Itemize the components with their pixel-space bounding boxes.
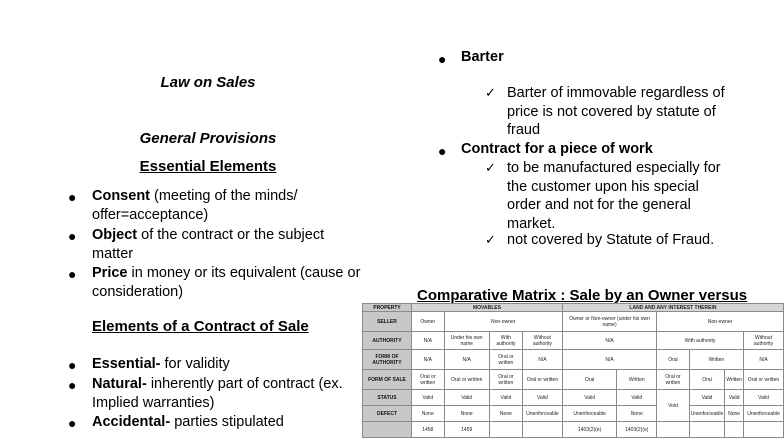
table-cell: N/A: [412, 332, 445, 350]
table-cell: Valid: [743, 390, 783, 406]
list-item: Accidental- parties stipulated: [92, 414, 284, 430]
table-cell: FORM OF SALE: [363, 370, 412, 390]
table-cell: MOVABLES: [412, 304, 563, 312]
doc-subtitle: General Provisions: [139, 130, 277, 147]
table-cell: DEFECT: [363, 406, 412, 422]
table-cell: Valid: [562, 390, 617, 406]
table-cell: Unenforceable: [562, 406, 617, 422]
bullet-icon: ●: [68, 357, 77, 373]
contract-elements-heading: Elements of a Contract of Sale: [92, 318, 309, 335]
bullet-icon: ●: [68, 266, 77, 282]
table-cell: FORM OF AUTHORITY: [363, 350, 412, 370]
table-cell: Written: [689, 350, 743, 370]
table-cell: N/A: [444, 350, 489, 370]
list-item: Object of the contract or the subject matter: [92, 227, 325, 262]
matrix-title: Comparative Matrix : Sale by an Owner versus: [417, 287, 748, 304]
table-cell: Valid: [617, 390, 657, 406]
table-cell: STATUS: [363, 390, 412, 406]
table-cell: Oral: [657, 350, 690, 370]
table-cell: Oral or written: [489, 370, 522, 390]
table-cell: None: [412, 406, 445, 422]
table-cell: 1459: [444, 422, 489, 438]
table-cell: With authority: [657, 332, 744, 350]
table-cell: Oral or written: [743, 370, 783, 390]
contract-work-label: Contract for a piece of work: [461, 141, 653, 157]
table-cell: [689, 422, 725, 438]
table-cell: Written: [725, 370, 744, 390]
barter-description: Barter of immovable regardless of price is not covered by statute of fraud: [507, 85, 725, 138]
table-cell: Oral or written: [489, 350, 522, 370]
essential-elements-heading: Essential Elements: [139, 158, 277, 175]
table-cell: Without authority: [522, 332, 562, 350]
table-cell: N/A: [743, 350, 783, 370]
bullet-icon: ●: [438, 143, 447, 159]
table-cell: Void: [657, 390, 690, 422]
table-cell: 1403(2)(e): [562, 422, 617, 438]
barter-label: Barter: [461, 49, 504, 65]
table-cell: Oral or written: [657, 370, 690, 390]
bullet-icon: ●: [438, 51, 447, 67]
table-cell: [743, 422, 783, 438]
table-cell: None: [489, 406, 522, 422]
comparative-matrix: [362, 303, 784, 441]
bullet-icon: ●: [68, 377, 77, 393]
table-cell: With authority: [489, 332, 522, 350]
table-cell: Valid: [689, 390, 725, 406]
bullet-icon: ●: [68, 228, 77, 244]
table-cell: Oral or written: [444, 370, 489, 390]
checkmark-icon: ✓: [485, 85, 496, 100]
table-cell: Oral: [689, 370, 725, 390]
table-cell: 1403(2)(e): [617, 422, 657, 438]
table-cell: Written: [617, 370, 657, 390]
table-cell: N/A: [412, 350, 445, 370]
table-cell: [489, 422, 522, 438]
table-cell: 1458: [412, 422, 445, 438]
table-cell: Valid: [489, 390, 522, 406]
table-cell: [657, 422, 690, 438]
table-cell: Unenforceable: [522, 406, 562, 422]
bullet-icon: ●: [68, 415, 77, 431]
table-cell: Without authority: [743, 332, 783, 350]
table-cell: Oral or written: [412, 370, 445, 390]
list-item: Consent (meeting of the minds/ offer=acceptance): [92, 188, 298, 223]
table-cell: Non-owner: [444, 312, 562, 332]
table-cell: Owner or Non-owner (under his own name): [562, 312, 656, 332]
table-cell: Oral or written: [522, 370, 562, 390]
doc-title: Law on Sales: [160, 74, 256, 91]
list-item: Essential- for validity: [92, 356, 230, 372]
table-cell: LAND AND ANY INTEREST THEREIN: [562, 304, 783, 312]
statute-note: not covered by Statute of Fraud.: [507, 232, 715, 248]
table-cell: None: [617, 406, 657, 422]
table-cell: Valid: [412, 390, 445, 406]
table-cell: Under his own name: [444, 332, 489, 350]
table-cell: N/A: [562, 332, 656, 350]
table-cell: SELLER: [363, 312, 412, 332]
table-cell: AUTHORITY: [363, 332, 412, 350]
table-cell: PROPERTY: [363, 304, 412, 312]
table-cell: N/A: [562, 350, 656, 370]
list-item: Price in money or its equivalent (cause or consideration): [92, 265, 361, 300]
table-cell: Non-owner: [657, 312, 784, 332]
contract-work-description: to be manufactured especially for the customer upon his special order and not for the general market.: [507, 160, 721, 232]
table-cell: Oral: [562, 370, 617, 390]
table-cell: Valid: [522, 390, 562, 406]
table-cell: [363, 422, 412, 438]
table-cell: Owner: [412, 312, 445, 332]
table-cell: Unenforceable: [689, 406, 725, 422]
table-cell: Valid: [444, 390, 489, 406]
checkmark-icon: ✓: [485, 232, 496, 247]
checkmark-icon: ✓: [485, 160, 496, 175]
table-cell: [522, 422, 562, 438]
table-cell: [725, 422, 744, 438]
bullet-icon: ●: [68, 189, 77, 205]
list-item: Natural- inherently part of contract (ex. Implied warranties): [92, 376, 343, 411]
table-cell: N/A: [522, 350, 562, 370]
table-cell: None: [444, 406, 489, 422]
table-cell: Valid: [725, 390, 744, 406]
table-cell: None: [725, 406, 744, 422]
table-cell: Unenforceable: [743, 406, 783, 422]
